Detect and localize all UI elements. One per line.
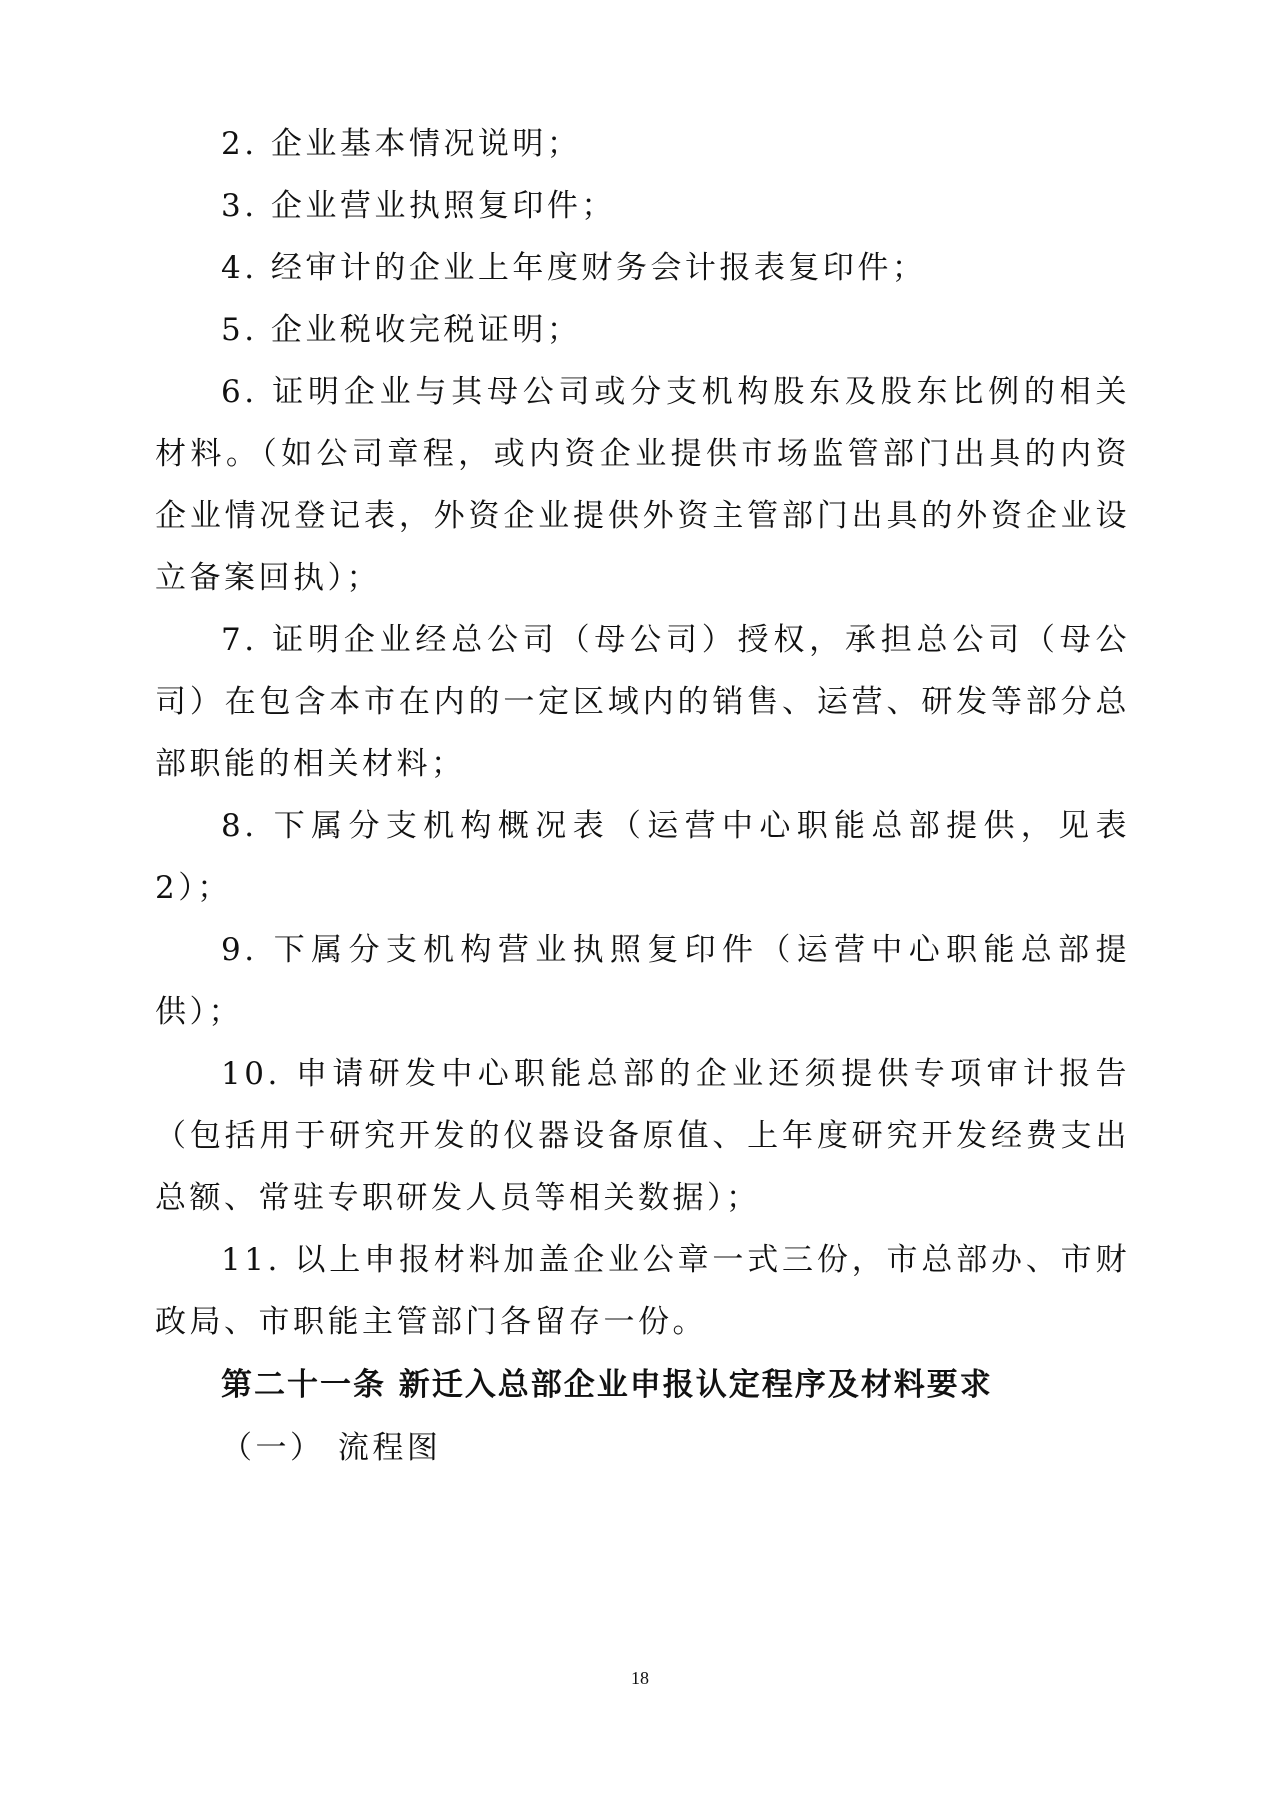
list-item-3: 3. 企业营业执照复印件； <box>221 188 616 224</box>
page-body <box>155 113 1130 1479</box>
list-item-11: 11. 以上申报材料加盖企业公章一式三份，市总部办、市财政局、市职能主管部门各留存一份。 <box>155 1242 1130 1340</box>
list-item-2: 2. 企业基本情况说明； <box>221 126 582 162</box>
list-item-4: 4. 经审计的企业上年度财务会计报表复印件； <box>221 250 927 286</box>
list-item-8: 8. 下属分支机构概况表（运营中心职能总部提供，见表2）； <box>155 808 1130 906</box>
page-number: 18 <box>631 1668 649 1688</box>
list-item-5: 5. 企业税收完税证明； <box>221 312 582 348</box>
list-item-10: 10. 申请研发中心职能总部的企业还须提供专项审计报告（包括用于研究开发的仪器设备原值、上年度研究开发经费支出总额、常驻专职研发人员等相关数据）； <box>155 1056 1130 1216</box>
article-heading: 第二十一条 新迁入总部企业申报认定程序及材料要求 <box>221 1367 993 1403</box>
list-item-9: 9. 下属分支机构营业执照复印件（运营中心职能总部提供）； <box>155 932 1130 1030</box>
list-item-7: 7. 证明企业经总公司（母公司）授权，承担总公司（母公司）在包含本市在内的一定区域内的销售、运营、研发等部分总部职能的相关材料； <box>155 622 1130 782</box>
list-item-6: 6. 证明企业与其母公司或分支机构股东及股东比例的相关材料。（如公司章程，或内资企业提供市场监管部门出具的内资企业情况登记表，外资企业提供外资主管部门出具的外资企业设立备案回执）； <box>155 374 1130 596</box>
section-subheading: （一） 流程图 <box>221 1430 442 1466</box>
